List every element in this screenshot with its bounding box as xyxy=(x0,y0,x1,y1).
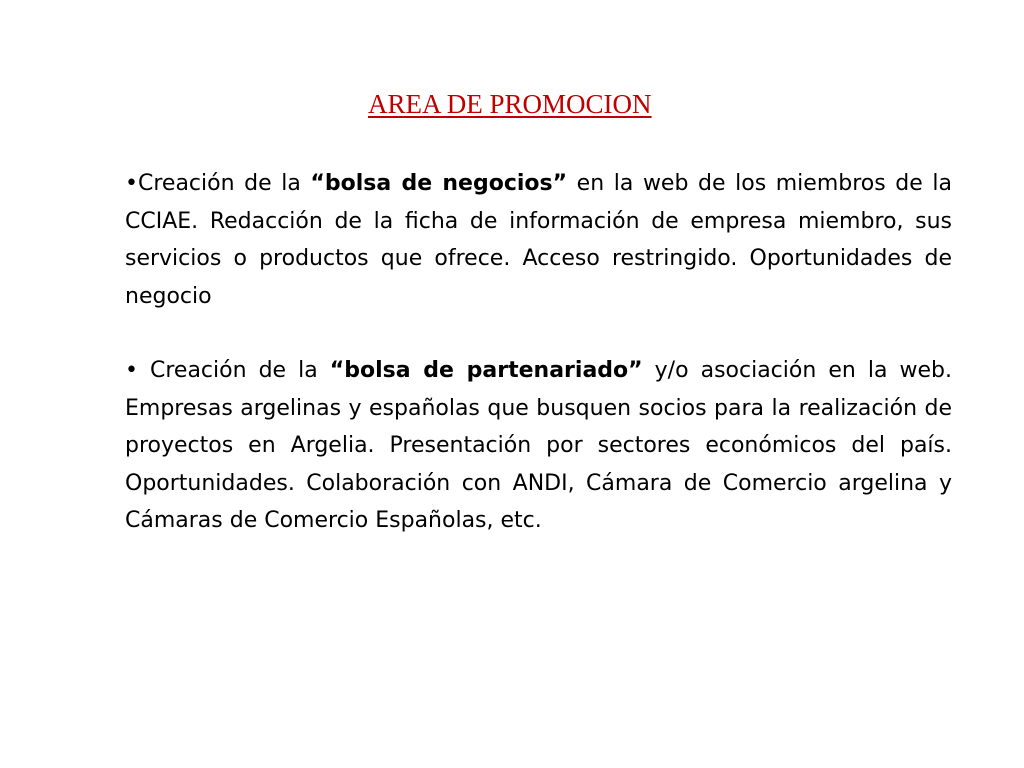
bullet-icon: • xyxy=(125,358,138,383)
paragraph-text-bold: “bolsa de negocios” xyxy=(310,171,568,196)
paragraph-text-pre: Creación de la xyxy=(149,358,330,383)
paragraph-text-pre: Creación de la xyxy=(137,171,311,196)
bullet-paragraph-bolsa-negocios xyxy=(125,165,952,315)
slide-title: AREA DE PROMOCION xyxy=(368,89,652,119)
bullet-icon: • xyxy=(125,171,138,196)
paragraph-text-post: en la web de los miembros de la CCIAE. Redacción de la ficha de información de empresa miembro, sus servicios o productos que ofrece. Acceso restringido. Oportunidades de negocio xyxy=(125,171,952,309)
paragraph-text-bold: “bolsa de partenariado” xyxy=(329,358,643,383)
bullet-paragraph-bolsa-partenariado xyxy=(125,352,952,540)
paragraph-text-post: y/o asociación en la web. Empresas argelinas y españolas que busquen socios para la realización de proyectos en Argelia. Presentación por sectores económicos del país. Oportunidades. Colaboración con ANDI, Cámara de Comercio argelina y Cámaras de Comercio Españolas, etc. xyxy=(125,358,952,534)
